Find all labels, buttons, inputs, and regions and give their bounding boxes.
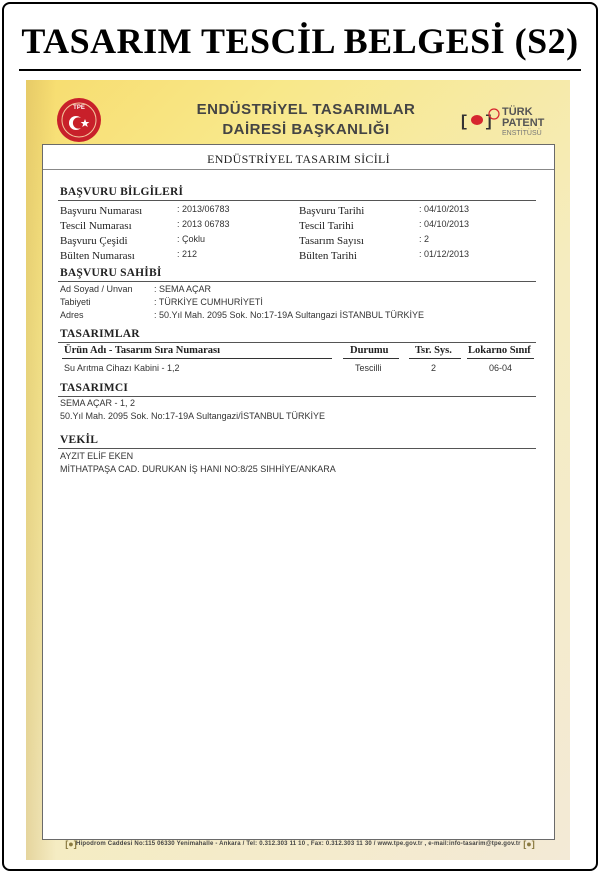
footer-left-icon: [●] (65, 839, 77, 849)
certificate-document (26, 80, 570, 860)
title-divider (19, 69, 581, 71)
value-registration-number: : 2013 06783 (177, 219, 230, 229)
label-application-number: Başvuru Numarası (60, 205, 143, 217)
value-registration-date: : 04/10/2013 (419, 219, 470, 229)
label-registration-number: Tescil Numarası (60, 220, 132, 232)
registry-sheet (42, 144, 555, 840)
attorney-address: MİTHATPAŞA CAD. DURUKAN İŞ HANI NO:8/25 SIHHİYE/ANKARA (60, 464, 336, 474)
col-product-name: Ürün Adı - Tasarım Sıra Numarası (64, 345, 221, 356)
col-status: Durumu (350, 345, 389, 356)
value-application-number: : 2013/06783 (177, 204, 230, 214)
label-nationality: Tabiyeti (60, 297, 91, 307)
org-line-2: DAİRESİ BAŞKANLIĞI (222, 121, 390, 138)
attorney-name: AYZIT ELİF EKEN (60, 451, 134, 461)
application-info-heading: BAŞVURU BİLGİLERİ (60, 186, 184, 198)
org-name (146, 100, 466, 140)
tpe-emblem-icon (56, 97, 102, 143)
designer-name: SEMA AÇAR - 1, 2 (60, 398, 136, 408)
designs-heading: TASARIMLAR (60, 328, 140, 340)
design-row-status: Tescilli (355, 363, 382, 373)
logo-line-3: ENSTİTÜSÜ (502, 130, 542, 137)
value-application-type: : Çoklu (177, 234, 206, 244)
design-row-product: Su Arıtma Cihazı Kabini - 1,2 (64, 363, 180, 373)
svg-text:[: [ (459, 113, 469, 131)
design-row-count: 2 (431, 363, 437, 373)
col-locarno-class: Lokarno Sınıf (468, 345, 531, 356)
value-design-count: : 2 (419, 234, 430, 244)
footer-contact: Hipodrom Caddesi No:115 06330 Yenimahalle - Ankara / Tel: 0.312.303 11 10 , Fax: 0.312.303 11 30 / www.tpe.gov.tr , e-mail:info-tasarim@tpe.gov.tr (76, 841, 521, 847)
value-nationality: : TÜRKİYE CUMHURİYETİ (154, 297, 263, 307)
footer-right-icon: [●] (523, 839, 535, 849)
label-registration-date: Tescil Tarihi (299, 220, 354, 232)
org-line-1: ENDÜSTRİYEL TASARIMLAR (196, 101, 416, 118)
value-applicant-name: : SEMA AÇAR (154, 284, 212, 294)
page-title: TASARIM TESCİL BELGESİ (S2) (21, 21, 579, 61)
label-design-count: Tasarım Sayısı (299, 235, 364, 247)
label-address: Adres (60, 310, 84, 320)
col-design-count: Tsr. Sys. (415, 345, 452, 356)
value-bulletin-date: : 01/12/2013 (419, 249, 470, 259)
applicant-heading: BAŞVURU SAHİBİ (60, 267, 162, 279)
sheet-title: ENDÜSTRİYEL TASARIM SİCİLİ (207, 152, 390, 166)
label-applicant-name: Ad Soyad / Unvan (60, 284, 133, 294)
label-bulletin-number: Bülten Numarası (60, 250, 135, 262)
design-row-locarno: 06-04 (489, 363, 513, 373)
value-address: : 50.Yıl Mah. 2095 Sok. No:17-19A Sultangazi İSTANBUL TÜRKİYE (154, 310, 424, 320)
label-application-type: Başvuru Çeşidi (60, 235, 128, 247)
value-application-date: : 04/10/2013 (419, 204, 470, 214)
patent-logo-icon (458, 106, 500, 134)
emblem-text: TPE (73, 105, 85, 111)
designer-address: 50.Yıl Mah. 2095 Sok. No:17-19A Sultangazi/İSTANBUL TÜRKİYE (60, 411, 325, 421)
value-bulletin-number: : 212 (177, 249, 198, 259)
designer-heading: TASARIMCI (60, 382, 129, 394)
logo-line-1: TÜRK (502, 106, 533, 118)
label-bulletin-date: Bülten Tarihi (299, 250, 357, 262)
logo-line-2: PATENT (502, 117, 545, 129)
label-application-date: Başvuru Tarihi (299, 205, 365, 217)
attorney-heading: VEKİL (60, 434, 99, 446)
svg-text:]: ] (484, 113, 494, 131)
